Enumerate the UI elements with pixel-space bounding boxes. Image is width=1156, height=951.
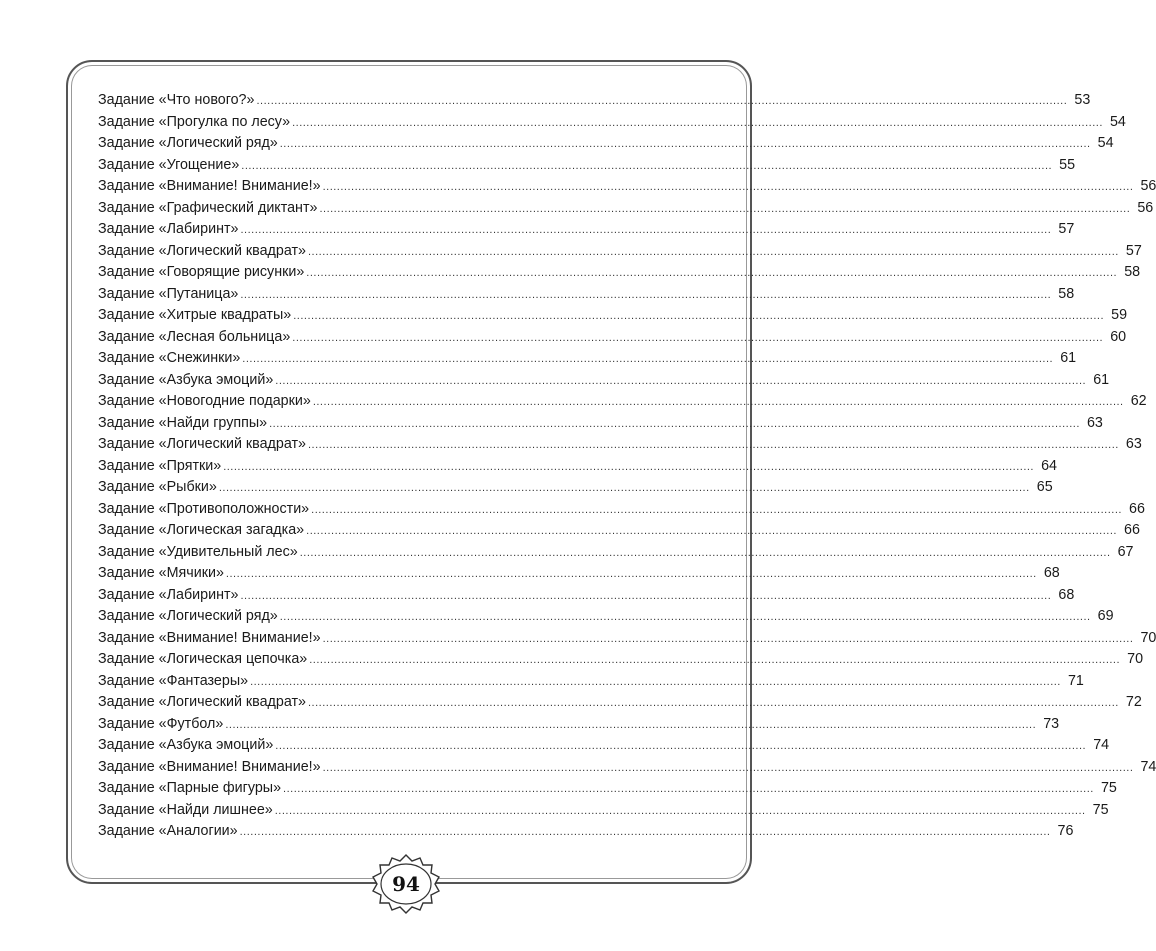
toc-entry-page: 60: [1110, 328, 1127, 345]
toc-entry-title: Задание «Прогулка по лесу»: [98, 113, 291, 130]
toc-entry-page: 57: [1125, 242, 1142, 259]
toc-entry[interactable]: [98, 262, 1141, 284]
toc-entry-page: 54: [1109, 113, 1126, 130]
toc-entry-page: 69: [1097, 608, 1114, 624]
toc-entry-title: Задание «Внимание! Внимание!»: [98, 758, 321, 775]
toc-entry-title: Задание «Противоположности»: [98, 500, 310, 517]
toc-entry-title: Задание «Хитрые квадраты»: [98, 307, 292, 323]
toc-entry[interactable]: [98, 434, 1142, 456]
toc-entry-title: Задание «Мячики»: [98, 565, 224, 581]
toc-entry-page: 70: [1140, 629, 1156, 646]
toc-entry[interactable]: [98, 348, 1077, 370]
toc-leader-dots: ....................................................................................................................................................................................................................................: [218, 482, 1030, 494]
toc-entry[interactable]: [98, 628, 1156, 650]
toc-entry-page: 71: [1067, 672, 1084, 689]
toc-entry[interactable]: [98, 90, 1091, 112]
toc-entry-page: 61: [1060, 350, 1077, 366]
toc-entry-page: 64: [1041, 457, 1057, 474]
toc-entry-title: Задание «Лабиринт»: [98, 221, 239, 237]
toc-leader-dots: ....................................................................................................................................................................................................................................: [308, 439, 1119, 451]
toc-entry[interactable]: [98, 606, 1114, 628]
table-of-contents: [98, 90, 1156, 843]
toc-entry-title: Задание «Путаница»: [98, 285, 239, 302]
toc-leader-dots: ....................................................................................................................................................................................................................................: [240, 224, 1052, 236]
toc-entry-title: Задание «Логический квадрат»: [98, 436, 306, 452]
toc-entry-page: 76: [1057, 823, 1074, 839]
toc-entry[interactable]: [98, 671, 1084, 693]
toc-entry-title: Задание «Футбол»: [98, 715, 224, 732]
toc-entry-title: Задание «Логический ряд»: [98, 608, 278, 624]
toc-entry-page: 62: [1130, 393, 1147, 409]
toc-entry[interactable]: [98, 520, 1140, 542]
toc-leader-dots: ....................................................................................................................................................................................................................................: [241, 159, 1053, 172]
page-number-badge: [365, 852, 447, 916]
toc-entry[interactable]: [98, 112, 1126, 134]
toc-leader-dots: ....................................................................................................................................................................................................................................: [319, 202, 1131, 215]
toc-leader-dots: ....................................................................................................................................................................................................................................: [309, 654, 1121, 666]
toc-entry[interactable]: [98, 219, 1075, 241]
toc-entry-title: Задание «Логическая загадка»: [98, 522, 305, 538]
toc-entry-page: 58: [1124, 264, 1141, 280]
toc-leader-dots: ....................................................................................................................................................................................................................................: [256, 95, 1068, 107]
toc-entry[interactable]: [98, 499, 1145, 521]
toc-entry-page: 53: [1074, 92, 1091, 108]
toc-entry[interactable]: [98, 735, 1110, 757]
toc-entry-title: Задание «Логический ряд»: [98, 135, 278, 151]
toc-entry[interactable]: [98, 821, 1074, 843]
toc-entry[interactable]: [98, 391, 1147, 413]
toc-entry[interactable]: [98, 714, 1060, 736]
toc-entry[interactable]: [98, 542, 1134, 564]
toc-entry-title: Задание «Внимание! Внимание!»: [98, 178, 321, 194]
toc-entry[interactable]: [98, 176, 1156, 198]
toc-entry-title: Задание «Найди лишнее»: [98, 801, 273, 818]
toc-entry[interactable]: [98, 800, 1109, 822]
toc-entry-title: Задание «Графический диктант»: [98, 199, 318, 216]
toc-entry-page: 66: [1129, 500, 1145, 517]
toc-entry-title: Задание «Лесная больница»: [98, 328, 291, 345]
toc-entry-title: Задание «Рыбки»: [98, 479, 217, 495]
toc-entry-title: Задание «Логический квадрат»: [98, 694, 306, 710]
toc-leader-dots: ....................................................................................................................................................................................................................................: [322, 632, 1134, 645]
toc-entry[interactable]: [98, 477, 1053, 499]
toc-leader-dots: ....................................................................................................................................................................................................................................: [292, 116, 1103, 129]
toc-entry-page: 66: [1124, 522, 1140, 538]
toc-entry[interactable]: [98, 305, 1128, 327]
toc-entry-title: Задание «Удивительный лес»: [98, 543, 298, 560]
toc-leader-dots: ....................................................................................................................................................................................................................................: [225, 568, 1037, 580]
toc-entry[interactable]: [98, 155, 1076, 177]
toc-leader-dots: ....................................................................................................................................................................................................................................: [225, 718, 1037, 731]
toc-leader-dots: ....................................................................................................................................................................................................................................: [299, 546, 1111, 559]
toc-leader-dots: ....................................................................................................................................................................................................................................: [242, 353, 1054, 365]
toc-leader-dots: ....................................................................................................................................................................................................................................: [283, 783, 1094, 795]
toc-entry-page: 61: [1093, 371, 1110, 388]
toc-entry-title: Задание «Снежинки»: [98, 350, 241, 366]
toc-entry-page: 63: [1125, 436, 1142, 452]
toc-entry-page: 75: [1092, 801, 1109, 818]
toc-leader-dots: ....................................................................................................................................................................................................................................: [240, 589, 1052, 602]
toc-entry[interactable]: [98, 413, 1103, 435]
page-number: 94: [392, 872, 420, 896]
toc-leader-dots: ....................................................................................................................................................................................................................................: [250, 675, 1061, 688]
toc-leader-dots: ....................................................................................................................................................................................................................................: [312, 396, 1124, 408]
toc-entry-title: Задание «Прятки»: [98, 457, 222, 474]
toc-entry-page: 65: [1036, 479, 1053, 495]
toc-leader-dots: ....................................................................................................................................................................................................................................: [269, 417, 1080, 430]
toc-entry-page: 70: [1127, 651, 1144, 667]
toc-entry-title: Задание «Лабиринт»: [98, 586, 239, 603]
toc-leader-dots: ....................................................................................................................................................................................................................................: [306, 267, 1118, 279]
toc-entry-title: Задание «Говорящие рисунки»: [98, 264, 305, 280]
toc-entry-title: Задание «Новогодние подарки»: [98, 393, 311, 409]
toc-leader-dots: ....................................................................................................................................................................................................................................: [275, 740, 1087, 752]
toc-entry[interactable]: [98, 692, 1142, 714]
toc-entry-page: 63: [1086, 414, 1103, 431]
toc-entry-title: Задание «Азбука эмоций»: [98, 371, 274, 388]
toc-entry-title: Задание «Угощение»: [98, 156, 240, 173]
toc-entry-title: Задание «Фантазеры»: [98, 672, 249, 689]
toc-entry[interactable]: [98, 778, 1117, 800]
toc-leader-dots: ....................................................................................................................................................................................................................................: [279, 138, 1091, 150]
toc-entry[interactable]: [98, 284, 1075, 306]
toc-entry[interactable]: [98, 585, 1075, 607]
toc-leader-dots: ....................................................................................................................................................................................................................................: [274, 804, 1086, 817]
toc-entry-page: 74: [1140, 758, 1156, 775]
toc-leader-dots: ....................................................................................................................................................................................................................................: [308, 697, 1119, 709]
toc-entry-title: Задание «Логический квадрат»: [98, 242, 306, 259]
toc-entry[interactable]: [98, 370, 1110, 392]
toc-leader-dots: ....................................................................................................................................................................................................................................: [306, 525, 1117, 537]
toc-entry[interactable]: [98, 241, 1142, 263]
toc-entry-page: 73: [1043, 715, 1060, 732]
toc-entry[interactable]: [98, 327, 1127, 349]
toc-leader-dots: ....................................................................................................................................................................................................................................: [275, 374, 1087, 387]
toc-entry[interactable]: [98, 198, 1154, 220]
toc-entry-page: 67: [1117, 543, 1134, 560]
toc-leader-dots: ....................................................................................................................................................................................................................................: [223, 460, 1034, 473]
toc-entry-page: 55: [1059, 156, 1076, 173]
toc-leader-dots: ....................................................................................................................................................................................................................................: [308, 245, 1119, 258]
toc-entry-page: 72: [1125, 694, 1142, 710]
toc-leader-dots: ....................................................................................................................................................................................................................................: [322, 761, 1134, 774]
toc-entry-page: 54: [1097, 135, 1114, 151]
toc-leader-dots: ....................................................................................................................................................................................................................................: [292, 331, 1104, 344]
toc-entry-title: Задание «Аналогии»: [98, 823, 238, 839]
toc-leader-dots: ....................................................................................................................................................................................................................................: [240, 288, 1052, 301]
toc-entry-title: Задание «Логическая цепочка»: [98, 651, 308, 667]
toc-leader-dots: ....................................................................................................................................................................................................................................: [293, 310, 1105, 322]
toc-entry-title: Задание «Найди группы»: [98, 414, 268, 431]
toc-leader-dots: ....................................................................................................................................................................................................................................: [279, 611, 1091, 623]
toc-entry-page: 75: [1100, 780, 1117, 796]
toc-entry-title: Задание «Азбука эмоций»: [98, 737, 274, 753]
toc-leader-dots: ....................................................................................................................................................................................................................................: [239, 826, 1051, 838]
toc-entry-title: Задание «Внимание! Внимание!»: [98, 629, 321, 646]
toc-entry-page: 57: [1058, 221, 1075, 237]
toc-entry-title: Задание «Что нового?»: [98, 92, 255, 108]
toc-entry-page: 68: [1043, 565, 1060, 581]
toc-leader-dots: ....................................................................................................................................................................................................................................: [322, 181, 1134, 193]
toc-entry-title: Задание «Парные фигуры»: [98, 780, 282, 796]
toc-entry[interactable]: [98, 456, 1057, 478]
toc-entry[interactable]: [98, 649, 1144, 671]
toc-entry-page: 68: [1058, 586, 1075, 603]
toc-entry-page: 56: [1140, 178, 1156, 194]
toc-entry[interactable]: [98, 757, 1156, 779]
toc-entry-page: 74: [1093, 737, 1110, 753]
toc-entry-page: 59: [1111, 307, 1128, 323]
toc-entry[interactable]: [98, 563, 1060, 585]
toc-entry-page: 56: [1137, 199, 1154, 216]
toc-leader-dots: ....................................................................................................................................................................................................................................: [311, 503, 1122, 516]
toc-entry[interactable]: [98, 133, 1114, 155]
toc-entry-page: 58: [1058, 285, 1075, 302]
